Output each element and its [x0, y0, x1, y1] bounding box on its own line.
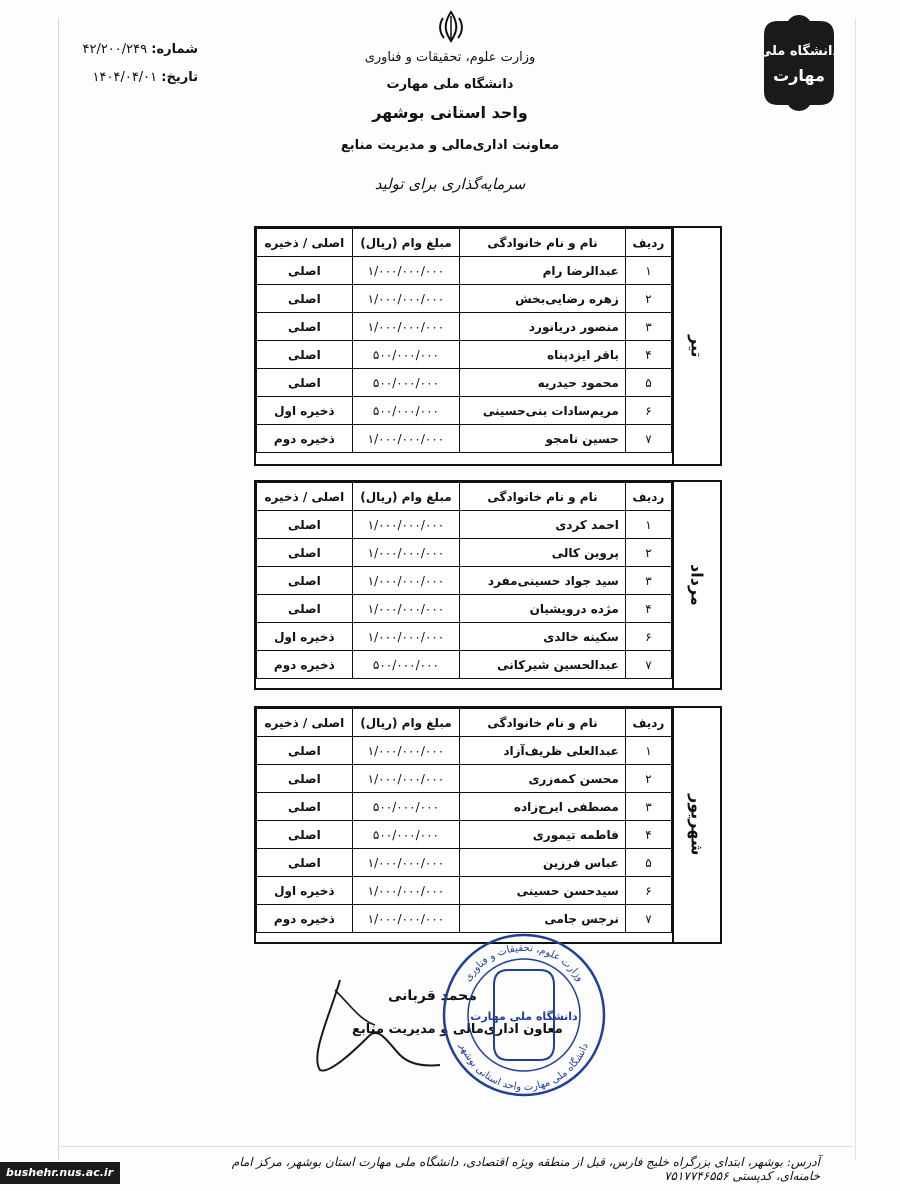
row-idx: ۵ [625, 849, 671, 877]
loan-table [256, 708, 672, 933]
row-name: مریم‌سادات بنی‌حسینی [460, 397, 626, 425]
row-type: اصلی [257, 595, 353, 623]
col-name: نام و نام خانوادگی [460, 709, 626, 737]
row-type: ذخیره دوم [257, 425, 353, 453]
col-name: نام و نام خانوادگی [460, 483, 626, 511]
iran-emblem-icon [431, 8, 471, 48]
row-idx: ۷ [625, 905, 671, 933]
row-amount: ۱/۰۰۰/۰۰۰/۰۰۰ [352, 905, 459, 933]
row-amount: ۱/۰۰۰/۰۰۰/۰۰۰ [352, 595, 459, 623]
row-idx: ۲ [625, 765, 671, 793]
row-amount: ۱/۰۰۰/۰۰۰/۰۰۰ [352, 257, 459, 285]
row-type: ذخیره اول [257, 623, 353, 651]
row-amount: ۵۰۰/۰۰۰/۰۰۰ [352, 397, 459, 425]
loan-table-tir [254, 226, 722, 466]
row-name: سید جواد حسینی‌مفرد [460, 567, 626, 595]
row-amount: ۱/۰۰۰/۰۰۰/۰۰۰ [352, 313, 459, 341]
month-label: مرداد [672, 482, 720, 688]
row-type: اصلی [257, 369, 353, 397]
col-amount: مبلغ وام (ریال) [352, 483, 459, 511]
table-header-row [257, 229, 672, 257]
table-row [257, 511, 672, 539]
table-row [257, 595, 672, 623]
row-idx: ۶ [625, 623, 671, 651]
letter-date: تاریخ: ۱۴۰۴/۰۴/۰۱ [92, 70, 198, 85]
month-label: شهریور [672, 708, 720, 942]
table-row [257, 539, 672, 567]
loan-table [256, 482, 672, 679]
row-name: عبدالعلی ظریف‌آزاد [460, 737, 626, 765]
table-row [257, 737, 672, 765]
row-amount: ۱/۰۰۰/۰۰۰/۰۰۰ [352, 765, 459, 793]
table-row [257, 369, 672, 397]
month-label: تیر [672, 228, 720, 464]
year-slogan: سرمایه‌گذاری برای تولید [374, 175, 526, 193]
row-amount: ۵۰۰/۰۰۰/۰۰۰ [352, 793, 459, 821]
table-row [257, 425, 672, 453]
row-idx: ۷ [625, 651, 671, 679]
table-row [257, 623, 672, 651]
row-name: باقر ایزدپناه [460, 341, 626, 369]
row-type: اصلی [257, 821, 353, 849]
website-badge: bushehr.nus.ac.ir [0, 1162, 120, 1184]
official-stamp [436, 930, 612, 1100]
table-row [257, 793, 672, 821]
col-type: اصلی / ذخیره [257, 483, 353, 511]
row-name: پروین کالی [460, 539, 626, 567]
svg-text:دانشگاه ملی: دانشگاه ملی [758, 44, 840, 59]
row-name: نرجس جامی [460, 905, 626, 933]
table-row [257, 877, 672, 905]
row-idx: ۳ [625, 313, 671, 341]
row-name: احمد کردی [460, 511, 626, 539]
svg-text:دانشگاه ملی مهارت واحد استانی: دانشگاه ملی مهارت واحد استانی بوشهر [457, 1041, 591, 1094]
row-name: عباس فرزین [460, 849, 626, 877]
row-amount: ۱/۰۰۰/۰۰۰/۰۰۰ [352, 737, 459, 765]
row-idx: ۴ [625, 595, 671, 623]
row-type: اصلی [257, 285, 353, 313]
col-idx: ردیف [625, 229, 671, 257]
table-row [257, 397, 672, 425]
row-amount: ۵۰۰/۰۰۰/۰۰۰ [352, 651, 459, 679]
row-amount: ۵۰۰/۰۰۰/۰۰۰ [352, 821, 459, 849]
row-type: ذخیره اول [257, 877, 353, 905]
row-name: فاطمه تیموری [460, 821, 626, 849]
row-amount: ۱/۰۰۰/۰۰۰/۰۰۰ [352, 623, 459, 651]
row-idx: ۳ [625, 793, 671, 821]
svg-text:وزارت علوم، تحقیقات و فناوری: وزارت علوم، تحقیقات و فناوری [462, 942, 586, 984]
footer-address: آدرس: بوشهر، ابتدای بزرگراه خلیج فارس، قبل از منطقه ویژه اقتصادی، دانشگاه ملی مهارت استان بوشهر، مرکز امام خامنه‌ای، کدپستی ۷۵۱۷۷۴۶۵۵۶ [231, 1155, 820, 1183]
row-idx: ۴ [625, 821, 671, 849]
university-name: دانشگاه ملی مهارت [386, 77, 514, 92]
row-idx: ۲ [625, 539, 671, 567]
row-type: اصلی [257, 765, 353, 793]
row-type: ذخیره دوم [257, 651, 353, 679]
row-name: مژده درویشیان [460, 595, 626, 623]
row-type: ذخیره اول [257, 397, 353, 425]
table-row [257, 651, 672, 679]
row-name: زهره رضایی‌بخش [460, 285, 626, 313]
row-type: اصلی [257, 257, 353, 285]
row-name: سکینه خالدی [460, 623, 626, 651]
row-name: محمود حیدریه [460, 369, 626, 397]
row-amount: ۱/۰۰۰/۰۰۰/۰۰۰ [352, 849, 459, 877]
row-amount: ۱/۰۰۰/۰۰۰/۰۰۰ [352, 567, 459, 595]
svg-text:دانشگاه ملی مهارت: دانشگاه ملی مهارت [470, 1010, 578, 1023]
row-idx: ۱ [625, 737, 671, 765]
row-name: عبدالحسین شیرکانی [460, 651, 626, 679]
row-name: مصطفی ایرج‌زاده [460, 793, 626, 821]
loan-table-mordad [254, 480, 722, 690]
row-type: اصلی [257, 849, 353, 877]
university-logo [758, 15, 840, 111]
row-amount: ۱/۰۰۰/۰۰۰/۰۰۰ [352, 511, 459, 539]
table-header-row [257, 709, 672, 737]
row-type: اصلی [257, 511, 353, 539]
row-amount: ۵۰۰/۰۰۰/۰۰۰ [352, 369, 459, 397]
table-row [257, 821, 672, 849]
table-row [257, 285, 672, 313]
col-amount: مبلغ وام (ریال) [352, 709, 459, 737]
row-type: اصلی [257, 737, 353, 765]
letter-meta [78, 36, 198, 92]
signatory-title: معاون اداری‌مالی و مدیریت منابع [352, 1022, 563, 1037]
row-idx: ۴ [625, 341, 671, 369]
row-amount: ۱/۰۰۰/۰۰۰/۰۰۰ [352, 425, 459, 453]
letter-number: شماره: ۴۲/۲۰۰/۲۴۹ [82, 42, 198, 57]
row-idx: ۲ [625, 285, 671, 313]
row-idx: ۱ [625, 257, 671, 285]
row-idx: ۷ [625, 425, 671, 453]
row-name: عبدالرضا رام [460, 257, 626, 285]
col-idx: ردیف [625, 483, 671, 511]
table-row [257, 905, 672, 933]
table-row [257, 765, 672, 793]
row-type: اصلی [257, 313, 353, 341]
unit-name: واحد استانی بوشهر [372, 103, 528, 122]
table-row [257, 341, 672, 369]
row-amount: ۱/۰۰۰/۰۰۰/۰۰۰ [352, 539, 459, 567]
col-amount: مبلغ وام (ریال) [352, 229, 459, 257]
ministry-name: وزارت علوم، تحقیقات و فناوری [364, 50, 536, 65]
svg-text:مهارت: مهارت [773, 66, 825, 85]
row-name: حسین نامجو [460, 425, 626, 453]
table-row [257, 313, 672, 341]
footer-divider [58, 1146, 854, 1147]
table-row [257, 849, 672, 877]
row-name: منصور دریانورد [460, 313, 626, 341]
row-idx: ۱ [625, 511, 671, 539]
row-type: اصلی [257, 567, 353, 595]
col-name: نام و نام خانوادگی [460, 229, 626, 257]
row-name: محسن کمه‌زری [460, 765, 626, 793]
table-row [257, 257, 672, 285]
loan-table-shahrivar [254, 706, 722, 944]
row-type: اصلی [257, 539, 353, 567]
signatory-name: محمد قربانی [388, 988, 477, 1004]
row-idx: ۳ [625, 567, 671, 595]
row-idx: ۵ [625, 369, 671, 397]
row-type: اصلی [257, 341, 353, 369]
table-row [257, 567, 672, 595]
row-amount: ۵۰۰/۰۰۰/۰۰۰ [352, 341, 459, 369]
col-idx: ردیف [625, 709, 671, 737]
loan-table [256, 228, 672, 453]
table-header-row [257, 483, 672, 511]
row-amount: ۱/۰۰۰/۰۰۰/۰۰۰ [352, 285, 459, 313]
col-type: اصلی / ذخیره [257, 229, 353, 257]
row-idx: ۶ [625, 877, 671, 905]
row-idx: ۶ [625, 397, 671, 425]
row-amount: ۱/۰۰۰/۰۰۰/۰۰۰ [352, 877, 459, 905]
col-type: اصلی / ذخیره [257, 709, 353, 737]
deputy-name: معاونت اداری‌مالی و مدیریت منابع [340, 138, 560, 153]
row-type: ذخیره دوم [257, 905, 353, 933]
row-type: اصلی [257, 793, 353, 821]
row-name: سیدحسن حسینی [460, 877, 626, 905]
